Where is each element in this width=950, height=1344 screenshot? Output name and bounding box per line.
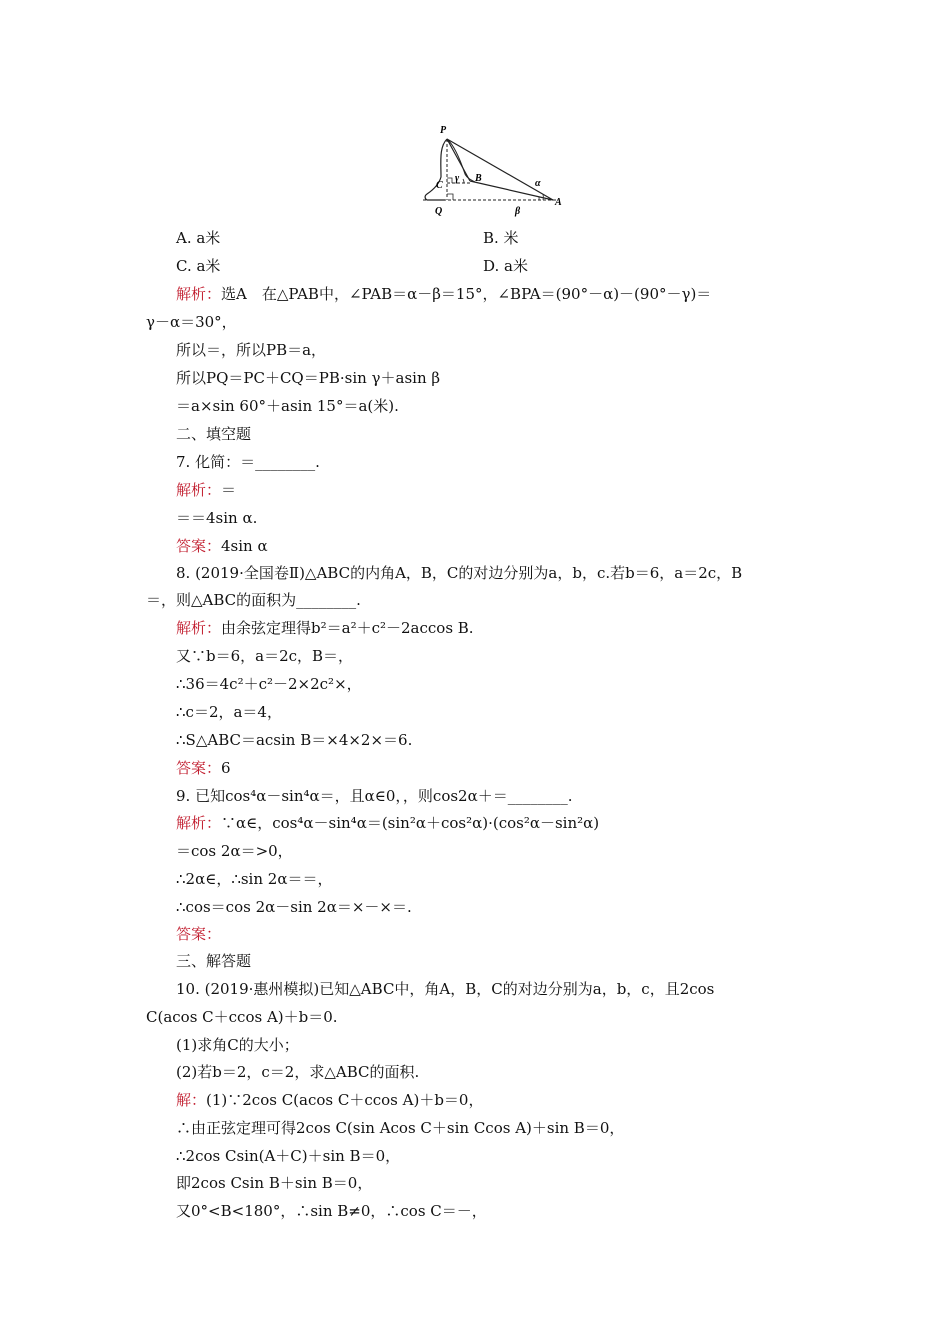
q9-solution-line-1: 解析：∵α∈，cos⁴α－sin⁴α＝(sin²α＋cos²α)·(cos²α－sin²α) [176,814,600,832]
label-beta: β [515,206,521,217]
q8-solution-line-1: 解析：由余弦定理得b²＝a²＋c²－2accos B. [176,619,474,637]
pa-line [447,139,553,200]
option-a: A. a米 [176,229,221,247]
question-9: 9. 已知cos⁴α－sin⁴α＝，且α∈0，，则cos2α＋＝________. [176,787,573,805]
q9-solution-line-3: ∴2α∈，∴sin 2α＝＝， [176,870,333,888]
question-8-line-1: 8. (2019·全国卷Ⅱ)△ABC的内角A，B，C的对边分别为a，b，c.若b＝6，a＝2c，B [176,564,743,582]
solution-label: 解析： [176,285,222,303]
label-gamma: γ [455,173,460,184]
ba-line [470,181,553,200]
q8-solution-line-5: ∴S△ABC＝acsin B＝×4×2×＝6. [176,731,413,749]
figure-diagram [415,122,565,220]
solution-label: 解析： [176,619,222,637]
q10-solution-line-1: 解：(1)∵2cos C(acos C＋ccos A)＋b＝0， [176,1091,484,1109]
triangle-figure [415,122,565,220]
gamma-arc [463,179,464,183]
question-10-line-2: C(acos C＋ccos A)＋b＝0. [146,1008,338,1026]
q6-solution-line-5: ＝a×sin 60°＋asin 15°＝a(米). [176,397,399,415]
solution-label: 解析： [176,814,222,832]
q9-solution-line-2: ＝cos 2α＝>0， [176,842,293,860]
right-angle-c [447,178,452,183]
q10-solution-line-5: 又0°<B<180°，∴sin B≠0，∴cos C＝－， [176,1202,487,1220]
question-7: 7. 化简：＝________. [176,453,320,471]
q7-solution-line-2: ＝＝4sin α. [176,509,258,527]
solution-label: 解： [176,1091,207,1109]
answer-label: 答案： [176,759,222,777]
q6-solution-line-3: 所以＝，所以PB＝a， [176,341,327,359]
section-heading-problems: 三、解答题 [176,952,252,970]
q10-solution-line-4: 即2cos Csin B＋sin B＝0， [176,1174,373,1192]
right-angle-q [447,194,453,200]
question-10-part-2: (2)若b＝2，c＝2，求△ABC的面积. [176,1063,420,1081]
q8-solution-line-3: ∴36＝4c²＋c²－2×2c²×， [176,675,362,693]
q6-solution-line-4: 所以PQ＝PC＋CQ＝PB·sin γ＋asin β [176,369,441,387]
label-b: B [475,173,482,184]
label-c: C [436,180,443,191]
answer-label: 答案： [176,537,222,555]
q8-solution-line-2: 又∵b＝6，a＝2c，B＝， [176,647,354,665]
q9-solution-line-4: ∴cos＝cos 2α－sin 2α＝×－×＝. [176,898,412,916]
option-c: C. a米 [176,257,221,275]
label-a: A [555,197,562,208]
question-8-line-2: ＝，则△ABC的面积为________. [146,591,361,609]
label-q: Q [435,206,443,217]
q8-answer: 答案：6 [176,759,231,777]
q6-solution-line-2: γ－α＝30°， [146,313,237,331]
q8-solution-line-4: ∴c＝2，a＝4， [176,703,282,721]
q10-solution-line-2: ∴由正弦定理可得2cos C(sin Acos C＋sin Ccos A)＋sin B＝0， [176,1119,625,1137]
question-10-line-1: 10. (2019·惠州模拟)已知△ABC中，角A，B，C的对边分别为a，b，c，且2cos [176,980,715,998]
q9-answer [176,924,221,944]
label-p: P [440,125,447,136]
q7-solution-line-1: 解析：＝ [176,481,237,499]
q7-answer: 答案：4sin α [176,537,268,555]
label-alpha: α [535,178,541,189]
q10-solution-line-3: ∴2cos Csin(A＋C)＋sin B＝0， [176,1147,401,1165]
section-heading-fill-in: 二、填空题 [176,425,252,443]
question-10-part-1: (1)求角C的大小； [176,1036,299,1054]
q6-solution-line-1: 解析：选A 在△PAB中，∠PAB＝α－β＝15°，∠BPA＝(90°－α)－(90°－γ)＝ [176,285,712,303]
option-d: D. a米 [483,257,528,275]
option-b: B. 米 [483,229,519,247]
solution-label: 解析： [176,481,222,499]
answer-label: 答案： [176,925,222,943]
